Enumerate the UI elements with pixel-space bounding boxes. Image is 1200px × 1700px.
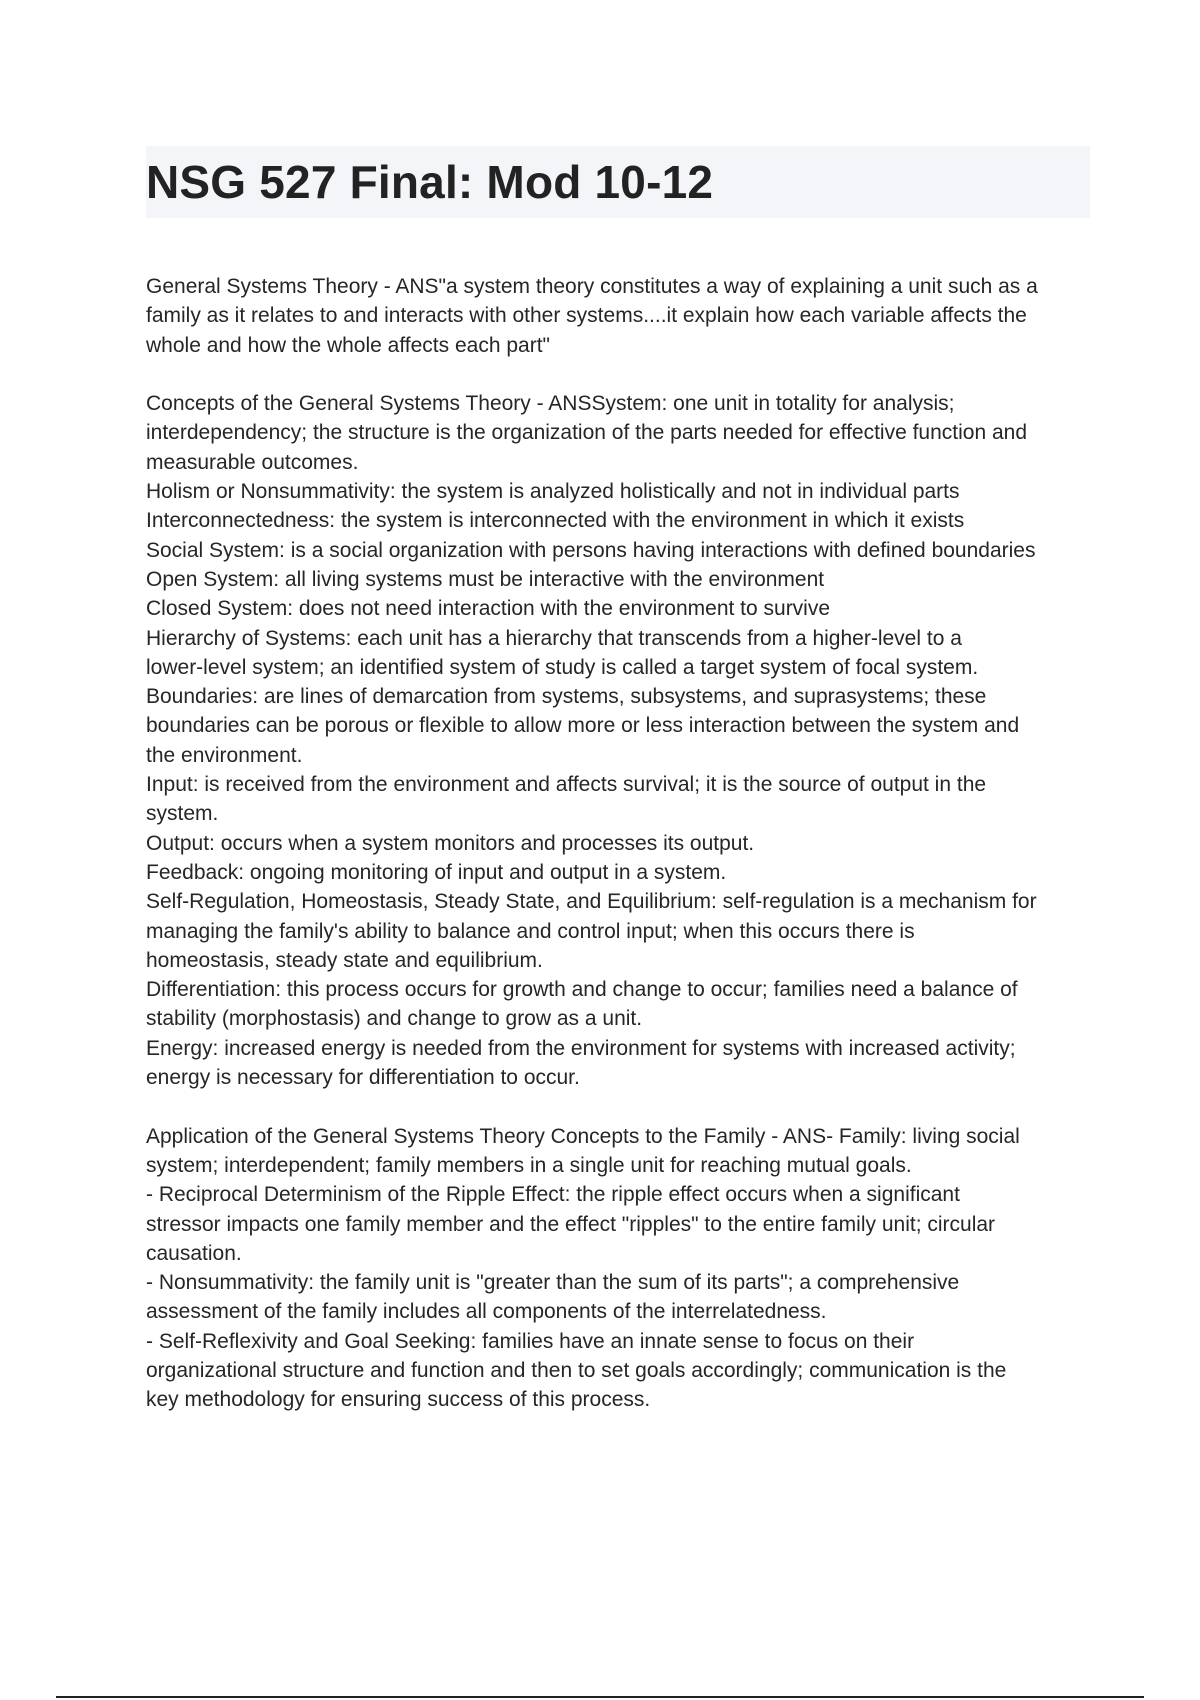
entry-line: - Nonsummativity: the family unit is "greater than the sum of its parts"; a comprehensive xyxy=(146,1271,960,1295)
entry-line: Interconnectedness: the system is interconnected with the environment in which it exists xyxy=(146,509,965,533)
entry-line: Open System: all living systems must be interactive with the environment xyxy=(146,567,825,591)
entry-line: interdependency; the structure is the organization of the parts needed for effective function and xyxy=(146,421,1028,445)
entry-line: Feedback: ongoing monitoring of input and output in a system. xyxy=(146,860,727,884)
document-title: NSG 527 Final: Mod 10-12 xyxy=(146,156,714,208)
entry-line: - Self-Reflexivity and Goal Seeking: families have an innate sense to focus on their xyxy=(146,1329,915,1353)
entry-line: stability (morphostasis) and change to grow as a unit. xyxy=(146,1007,643,1031)
entry-line: boundaries can be porous or flexible to allow more or less interaction between the system and xyxy=(146,714,1020,738)
qa-entry xyxy=(146,389,1096,1092)
entry-line: Closed System: does not need interaction with the environment to survive xyxy=(146,597,831,621)
entry-line: Input: is received from the environment and affects survival; it is the source of output in the xyxy=(146,773,987,797)
entry-line: Concepts of the General Systems Theory - ANSSystem: one unit in totality for analysis; xyxy=(146,392,955,416)
entry-line: Self-Regulation, Homeostasis, Steady State, and Equilibrium: self-regulation is a mechanism for xyxy=(146,890,1037,914)
entry-line: Differentiation: this process occurs for growth and change to occur; families need a balance of xyxy=(146,978,1018,1002)
entry-line: assessment of the family includes all components of the interrelatedness. xyxy=(146,1300,827,1324)
entry-line: whole and how the whole affects each part" xyxy=(146,333,550,357)
entry-line: causation. xyxy=(146,1241,242,1265)
entry-line: Holism or Nonsummativity: the system is analyzed holistically and not in individual parts xyxy=(146,480,960,504)
entry-line: family as it relates to and interacts with other systems....it explain how each variable affects the xyxy=(146,304,1027,328)
qa-entry xyxy=(146,272,1096,360)
footer-rule xyxy=(56,1696,1144,1698)
entry-line: Energy: increased energy is needed from the environment for systems with increased activity; xyxy=(146,1036,1016,1060)
entry-line: stressor impacts one family member and the effect "ripples" to the entire family unit; circular xyxy=(146,1212,996,1236)
entry-line: homeostasis, steady state and equilibrium. xyxy=(146,948,543,972)
qa-entry xyxy=(146,1122,1096,1415)
entry-line: energy is necessary for differentiation to occur. xyxy=(146,1066,580,1090)
entry-line: managing the family's ability to balance and control input; when this occurs there is xyxy=(146,919,915,943)
entry-line: Social System: is a social organization with persons having interactions with defined boundaries xyxy=(146,538,1036,562)
entry-line: key methodology for ensuring success of this process. xyxy=(146,1388,651,1412)
entry-line: lower-level system; an identified system of study is called a target system of focal system. xyxy=(146,655,979,679)
entry-line: system. xyxy=(146,802,219,826)
entry-line: General Systems Theory - ANS"a system theory constitutes a way of explaining a unit such as a xyxy=(146,275,1038,298)
entry-line: organizational structure and function and then to set goals accordingly; communication is the xyxy=(146,1358,1007,1382)
title-band xyxy=(146,146,1090,218)
entry-line: Output: occurs when a system monitors and processes its output. xyxy=(146,831,755,855)
entry-line: Boundaries: are lines of demarcation from systems, subsystems, and suprasystems; these xyxy=(146,685,987,709)
entry-line: measurable outcomes. xyxy=(146,450,359,474)
document-body xyxy=(146,272,1096,1444)
entry-line: Application of the General Systems Theory Concepts to the Family - ANS- Family: living social xyxy=(146,1124,1020,1148)
entry-line: Hierarchy of Systems: each unit has a hierarchy that transcends from a higher-level to a xyxy=(146,626,962,650)
entry-line: the environment. xyxy=(146,743,303,767)
entry-line: - Reciprocal Determinism of the Ripple Effect: the ripple effect occurs when a significant xyxy=(146,1183,960,1207)
entry-line: system; interdependent; family members in a single unit for reaching mutual goals. xyxy=(146,1153,912,1177)
